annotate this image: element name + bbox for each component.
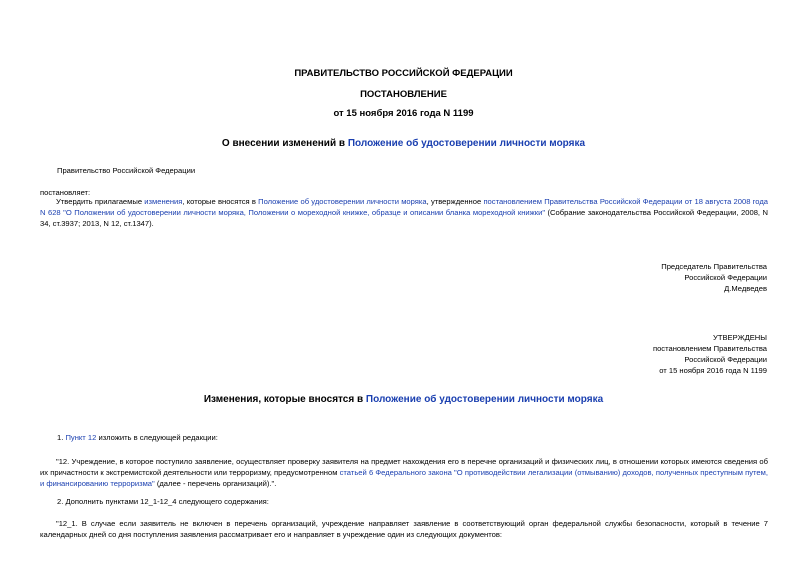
resolution-text-3: , утвержденное (426, 197, 484, 206)
approval-title: УТВЕРЖДЕНЫ (713, 333, 767, 342)
approval-date: от 15 ноября 2016 года N 1199 (659, 366, 767, 375)
title-regulation-link[interactable]: Положение об удостоверении личности моряка (347, 138, 586, 149)
document-date-number: от 15 ноября 2016 года N 1199 (333, 108, 474, 119)
federal-law-article-6-link[interactable]: статьей 6 Федерального закона "О противодействии легализации (отмыванию) доходов, полученных преступным путем, и финансированию терроризма" (40, 468, 768, 488)
signature-position: Председатель Правительства (661, 262, 767, 271)
signature-block (661, 261, 767, 294)
new-clause-12-1: "12_1. В случае если заявитель не включен в перечень организаций, учреждение направляет заявление в соответствующий орган федеральной службы безопасности, который в течение 7 календарных дней со дня поступления заявления рассматривает его и направляет в учреждение один из следующих документов: (40, 519, 768, 539)
item-12-link[interactable]: Пункт 12 (65, 433, 97, 442)
item-1-text: изложить в следующей редакции: (96, 433, 218, 442)
item-1 (57, 432, 218, 443)
document-title (0, 138, 807, 149)
signature-country: Российской Федерации (684, 273, 767, 282)
approval-block (653, 332, 767, 376)
changes-title-regulation-link[interactable]: Положение об удостоверении личности моряка (365, 394, 604, 405)
approval-country: Российской Федерации (684, 355, 767, 364)
clause-12-text-1: "12. Учреждение, в которое поступило заявление, осуществляет проверку заявителя на предмет нахождения его в перечне организаций и физических лиц, в отношении которых имеются сведения об их причастности к экстремистской деятельности или терроризму, предусмотренном (40, 457, 768, 477)
resolution-text-2: , которые вносятся в (182, 197, 259, 206)
resolution-paragraph (40, 196, 768, 229)
approval-by: постановлением Правительства (652, 344, 767, 353)
item-2: 2. Дополнить пунктами 12_1-12_4 следующего содержания: (57, 497, 269, 506)
new-clause-12 (40, 456, 768, 489)
regulation-link[interactable]: Положение об удостоверении личности моряка (258, 197, 427, 206)
resolution-text-1: Утвердить прилагаемые (56, 197, 145, 206)
item-1-number: 1. (57, 433, 66, 442)
changes-link[interactable]: изменения (144, 197, 183, 206)
resolution-text-4: (Собрание законодательства Российской Федерации, 2008, N 34, ст.3937; 2013, N 12, ст.1347). (40, 208, 769, 228)
changes-title-text: Изменения, которые вносятся в (203, 394, 366, 405)
document-title-text: О внесении изменений в (221, 138, 348, 149)
decree-628-link[interactable]: постановлением Правительства Российской Федерации от 18 августа 2008 года N 628 "О Положении об удостоверении личности моряка, Положении о мореходной книжке, образце и описании бланка мореходной книжки" (40, 197, 768, 217)
government-line: Правительство Российской Федерации (57, 166, 196, 175)
decrees-line: постановляет: (40, 188, 91, 197)
issuer-heading: ПРАВИТЕЛЬСТВО РОССИЙСКОЙ ФЕДЕРАЦИИ (294, 68, 513, 79)
changes-title (0, 394, 807, 405)
signature-name: Д.Медведев (724, 284, 767, 293)
clause-12-text-2: (далее - перечень организаций).". (154, 479, 277, 488)
document-type: ПОСТАНОВЛЕНИЕ (360, 89, 447, 100)
